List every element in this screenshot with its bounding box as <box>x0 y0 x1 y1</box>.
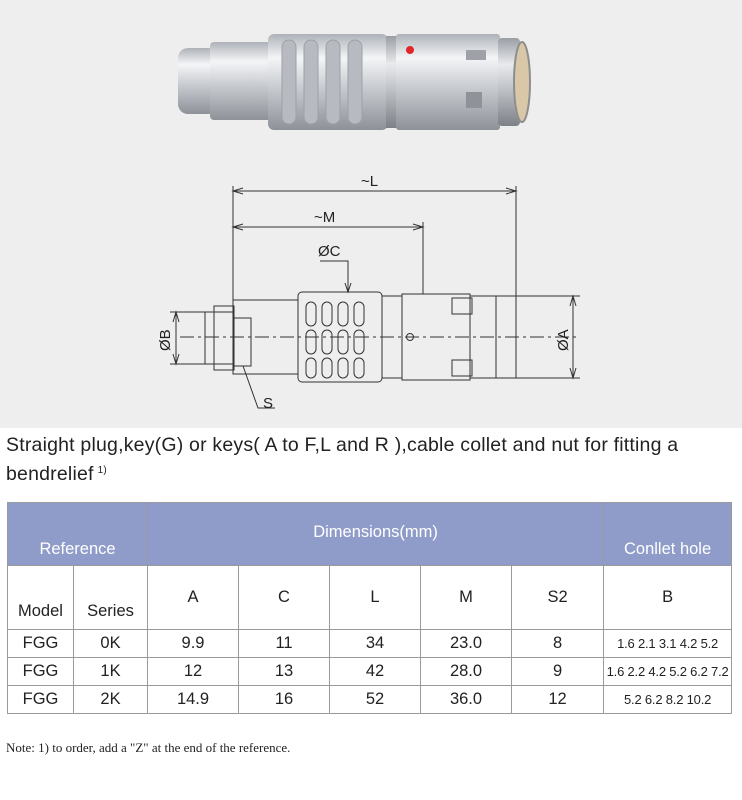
header-reference: Reference <box>8 503 148 566</box>
table-row <box>8 630 732 658</box>
label-B: ØB <box>157 329 174 351</box>
col-l: L <box>330 566 421 630</box>
cell-s2: 12 <box>512 686 604 714</box>
cell-s2: 8 <box>512 630 604 658</box>
red-dot-marker <box>406 46 414 54</box>
table-row <box>8 686 732 714</box>
table-row <box>8 658 732 686</box>
connector-photo <box>178 34 530 130</box>
label-S: S <box>263 395 274 412</box>
cell-c: 13 <box>239 658 330 686</box>
cell-l: 34 <box>330 630 421 658</box>
cell-m: 36.0 <box>421 686 512 714</box>
col-b: B <box>604 566 732 630</box>
col-m: M <box>421 566 512 630</box>
cell-m: 23.0 <box>421 630 512 658</box>
col-model: Model <box>8 566 74 630</box>
cell-l: 52 <box>330 686 421 714</box>
footnote-mark: 1) <box>97 465 107 476</box>
caption-text: Straight plug,key(G) or keys( A to F,L and R ),cable collet and nut for fitting a bendrelief <box>6 434 679 485</box>
label-C: ØC <box>318 243 341 260</box>
header-collet-hole: Conllet hole <box>604 503 732 566</box>
cell-b: 5.2 6.2 8.2 10.2 <box>604 686 732 714</box>
col-series: Series <box>74 566 148 630</box>
cell-c: 11 <box>239 630 330 658</box>
col-s2: S2 <box>512 566 604 630</box>
order-note: Note: 1) to order, add a "Z" at the end of the reference. <box>6 740 291 755</box>
cell-b: 1.6 2.1 3.1 4.2 5.2 <box>604 630 732 658</box>
cell-model: FGG <box>8 630 74 658</box>
label-M: ~M <box>314 209 336 226</box>
cell-m: 28.0 <box>421 658 512 686</box>
cell-a: 9.9 <box>148 630 239 658</box>
col-a: A <box>148 566 239 630</box>
cell-series: 1K <box>74 658 148 686</box>
cell-model: FGG <box>8 658 74 686</box>
header-dimensions: Dimensions(mm) <box>148 503 604 566</box>
cell-model: FGG <box>8 686 74 714</box>
dimensions-table <box>7 502 732 714</box>
cell-l: 42 <box>330 658 421 686</box>
label-A: ØA <box>555 329 572 351</box>
label-L: ~L <box>361 173 379 190</box>
cell-series: 0K <box>74 630 148 658</box>
product-caption <box>6 432 736 487</box>
cell-a: 12 <box>148 658 239 686</box>
cell-c: 16 <box>239 686 330 714</box>
cell-a: 14.9 <box>148 686 239 714</box>
technical-drawing <box>170 186 580 408</box>
cell-series: 2K <box>74 686 148 714</box>
col-c: C <box>239 566 330 630</box>
cell-s2: 9 <box>512 658 604 686</box>
cell-b: 1.6 2.2 4.2 5.2 6.2 7.2 <box>604 658 732 686</box>
